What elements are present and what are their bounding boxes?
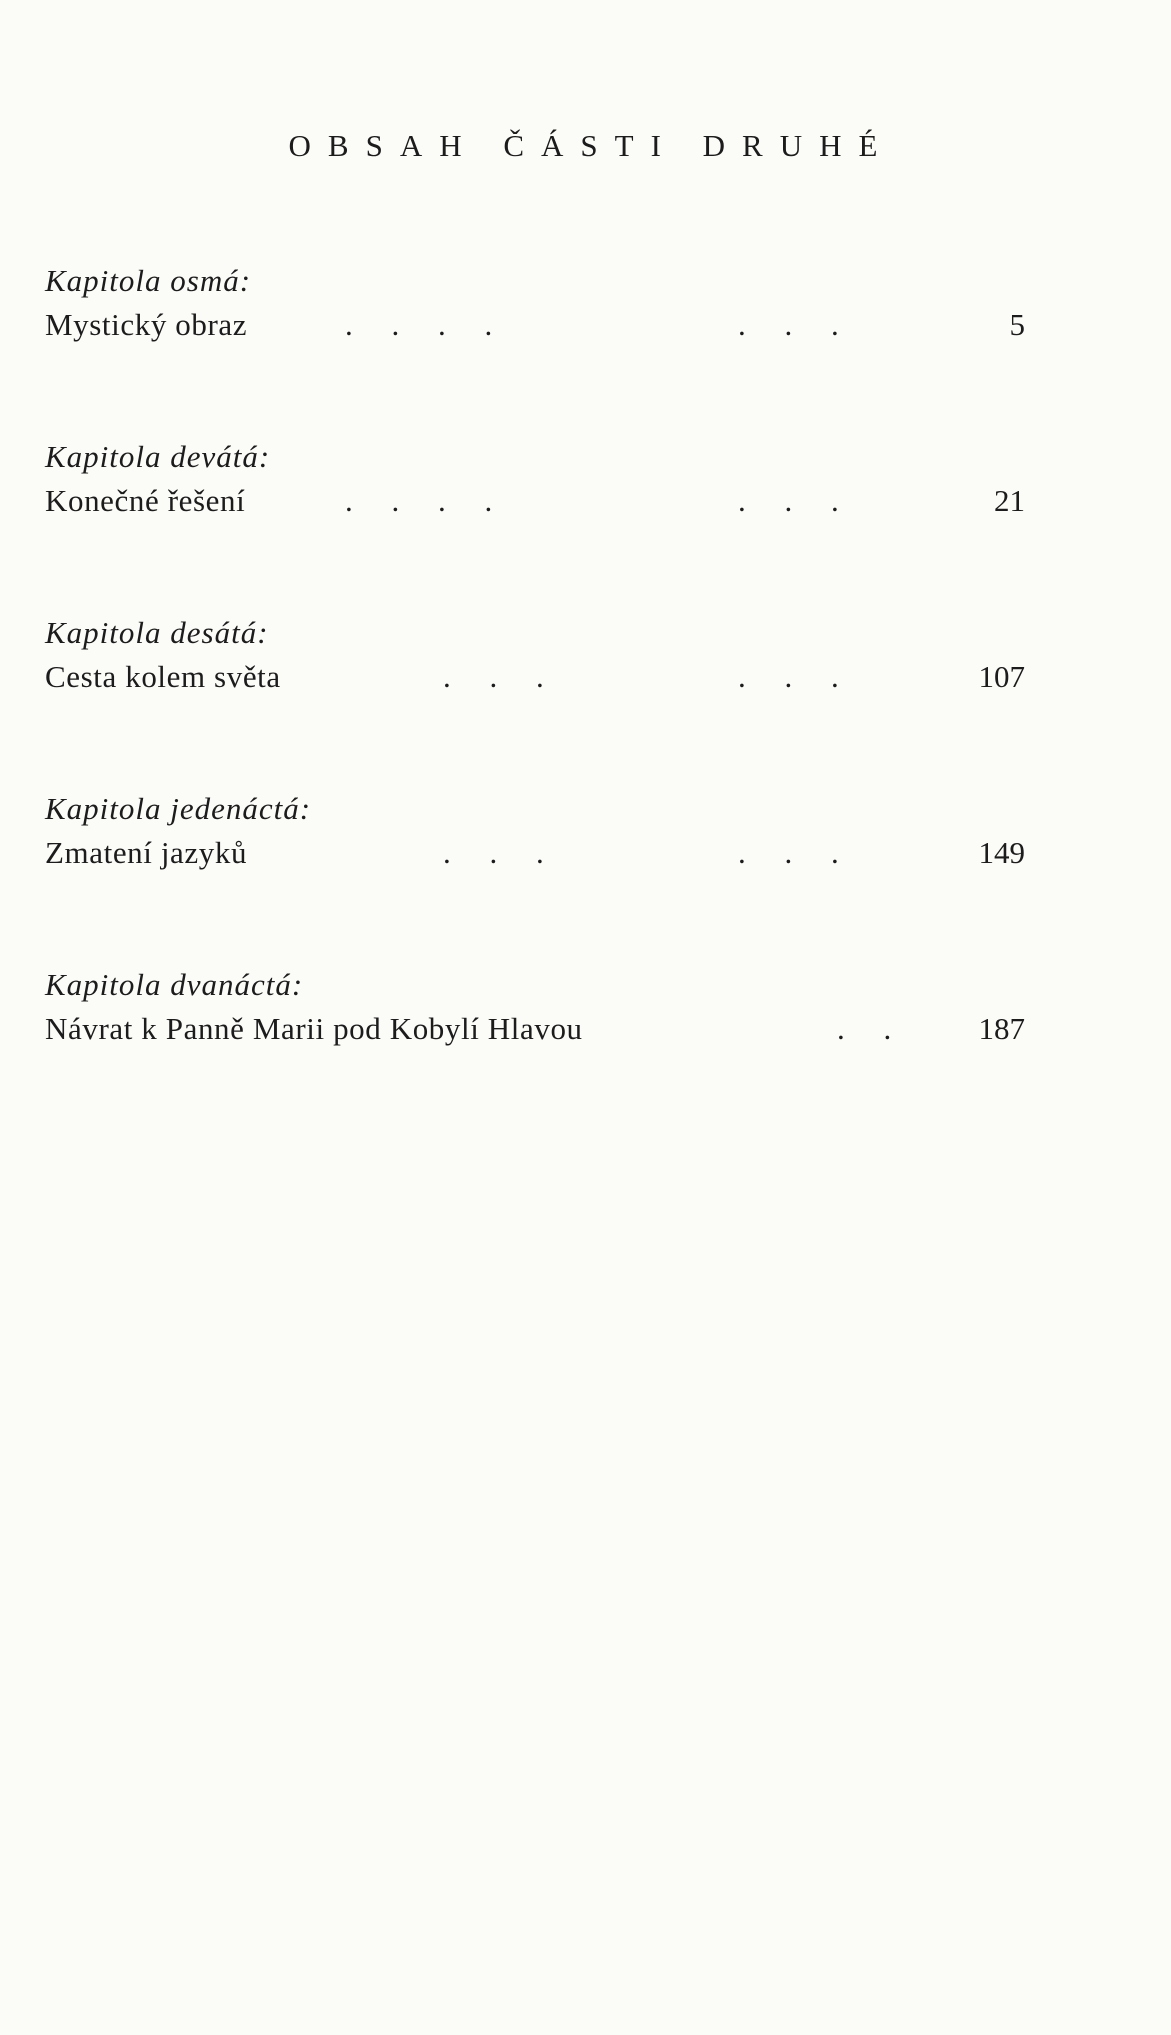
dot-leader: . . . [738,659,839,694]
toc-row [45,652,1025,702]
chapter-title: Cesta kolem světa [45,659,281,694]
chapter-label: Kapitola desátá: [45,615,269,650]
chapter-title: Konečné řešení [45,483,246,518]
dot-leader: . . . [738,307,839,342]
dot-leader: . . . [443,835,544,870]
dot-leader: . . [837,1011,892,1046]
dot-leader: . . . . [345,307,493,342]
dot-leader: . . . [738,483,839,518]
chapter-label: Kapitola devátá: [45,439,271,474]
chapter-label: Kapitola osmá: [45,263,252,298]
table-of-contents [45,262,1025,1142]
dot-leader: . . . [738,835,839,870]
chapter-label: Kapitola dvanáctá: [45,967,304,1002]
toc-entry [45,262,1025,438]
chapter-title: Návrat k Panně Marii pod Kobylí Hlavou [45,1011,583,1046]
dot-leader: . . . . [345,483,493,518]
page-number: 5 [1009,307,1025,342]
page-title: OBSAH ČÁSTI DRUHÉ [288,128,895,163]
chapter-title: Zmatení jazyků [45,835,248,870]
page-number: 149 [978,835,1025,870]
dot-leader: . . . [443,659,544,694]
toc-entry [45,438,1025,614]
toc-entry [45,966,1025,1142]
toc-entry [45,614,1025,790]
toc-row [45,828,1025,878]
chapter-title: Mystický obraz [45,307,248,342]
toc-row [45,476,1025,526]
page-number: 21 [994,483,1025,518]
toc-entry [45,790,1025,966]
page-number: 107 [978,659,1025,694]
toc-row [45,1004,1025,1054]
page-number: 187 [978,1011,1025,1046]
chapter-label: Kapitola jedenáctá: [45,791,312,826]
toc-row [45,300,1025,350]
